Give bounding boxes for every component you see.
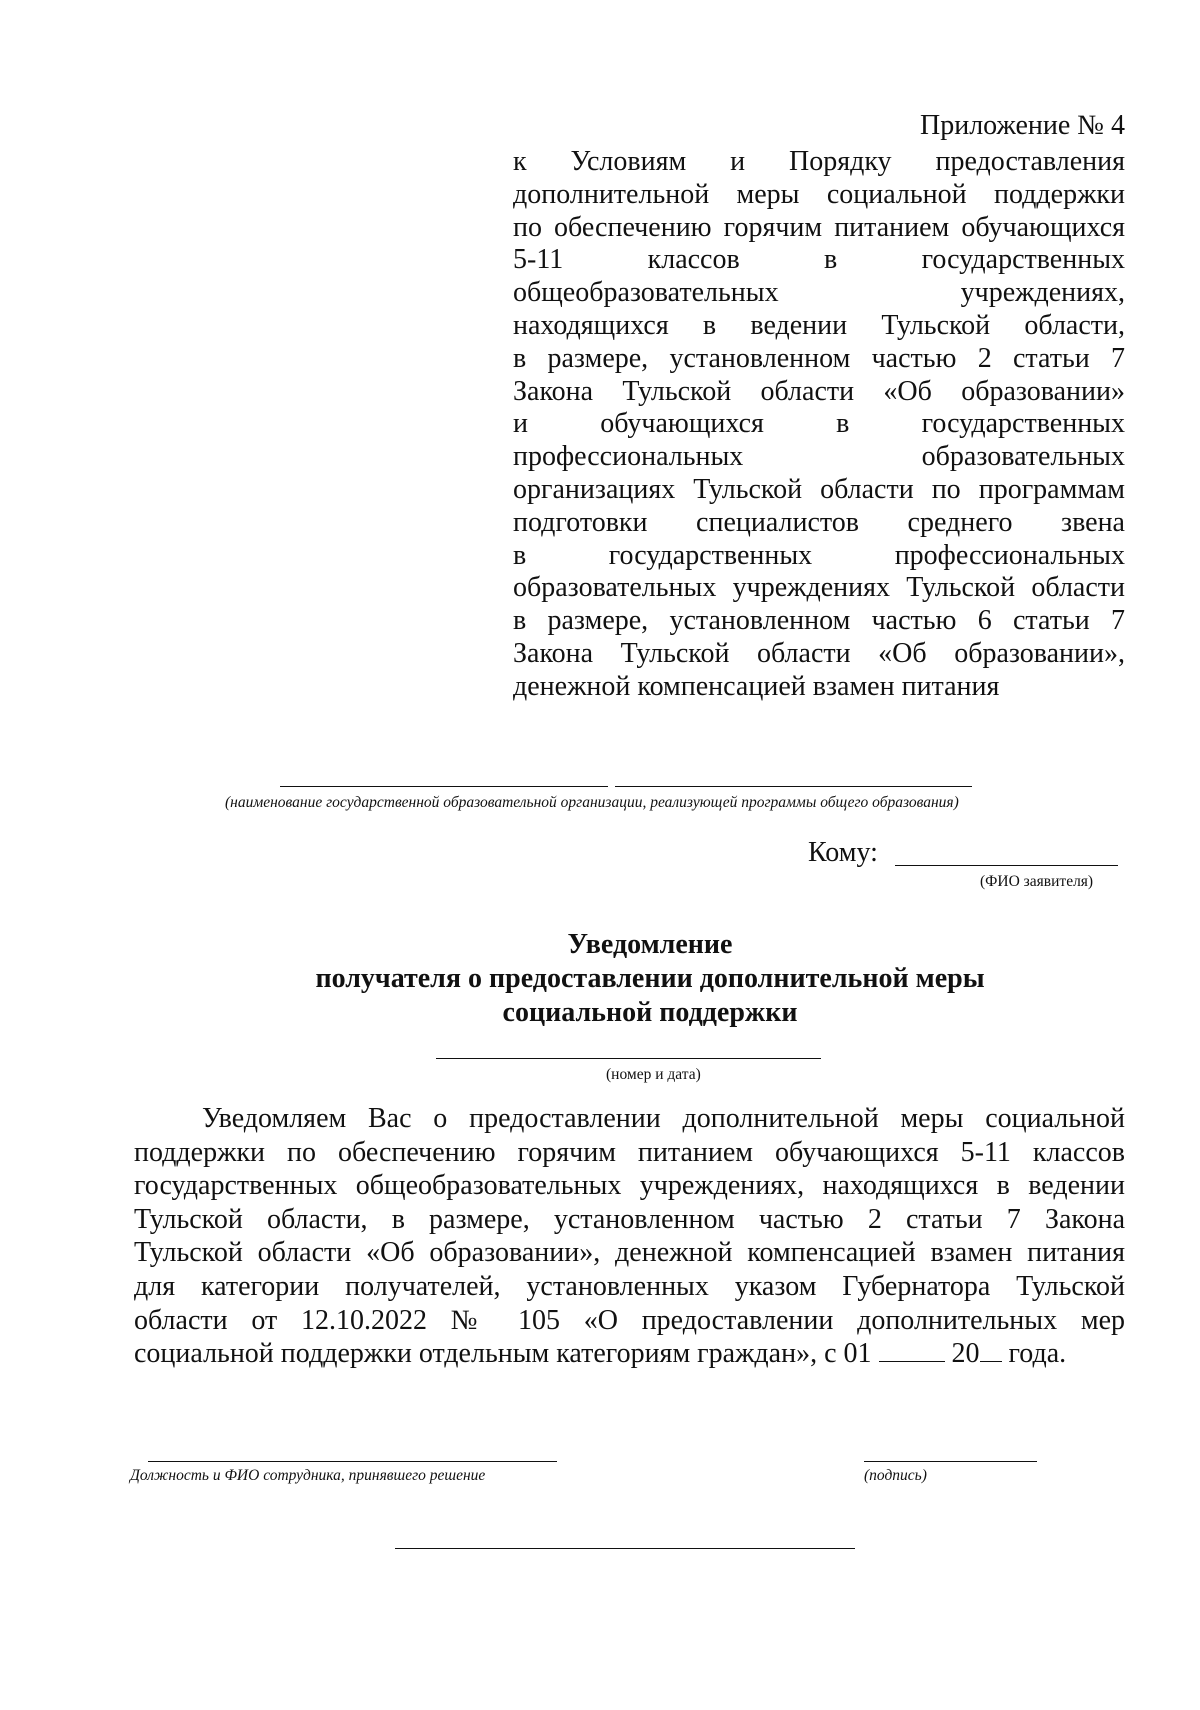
- body-line: государственных общеобразовательных учреждениях, находящихся в ведении: [134, 1170, 1125, 1202]
- body-line-last: [134, 1337, 1125, 1371]
- appendix-line: общеобразовательных учреждениях,: [513, 277, 1125, 309]
- body-line: Тульской области «Об образовании», денежной компенсацией взамен питания: [134, 1237, 1125, 1269]
- appendix-line: находящихся в ведении Тульской области,: [513, 309, 1125, 341]
- appendix-line: образовательных учреждениях Тульской области: [513, 572, 1125, 604]
- appendix-line: и обучающихся в государственных: [513, 408, 1125, 440]
- body-line: Тульской области, в размере, установленном частью 2 статьи 7 Закона: [134, 1203, 1125, 1235]
- notice-title: [150, 928, 1150, 1030]
- appendix-line: в размере, установленном частью 6 статьи 7: [513, 605, 1125, 637]
- number-date-line: [436, 1058, 821, 1059]
- body-line: области от 12.10.2022 № 105 «О предоставлении дополнительных мер: [134, 1304, 1125, 1336]
- appendix-line: Закона Тульской области «Об образовании»,: [513, 637, 1125, 669]
- body-last-prefix: социальной поддержки отдельным категориям граждан», с 01: [134, 1338, 872, 1370]
- recipient-label: Кому:: [808, 837, 878, 868]
- appendix-line: по обеспечению горячим питанием обучающихся: [513, 211, 1125, 243]
- year-blank: [980, 1339, 1002, 1362]
- body-line: Уведомляем Вас о предоставлении дополнительной меры социальной: [202, 1103, 1125, 1134]
- body-line: для категории получателей, установленных указом Губернатора Тульской: [134, 1270, 1125, 1302]
- appendix-text: [513, 146, 1125, 704]
- number-date-caption: (номер и дата): [606, 1066, 701, 1083]
- year-prefix: 20: [951, 1338, 980, 1370]
- appendix-line: Закона Тульской области «Об образовании»: [513, 375, 1125, 407]
- signature-line: [864, 1461, 1037, 1462]
- signature-caption: (подпись): [864, 1467, 927, 1484]
- organization-name-line-1: [280, 786, 608, 787]
- appendix-line: подготовки специалистов среднего звена: [513, 506, 1125, 538]
- organization-name-line-2: [615, 786, 972, 787]
- appendix-line: организациях Тульской области по программам: [513, 473, 1125, 505]
- appendix-line: в государственных профессиональных: [513, 539, 1125, 571]
- position-name-line: [148, 1461, 557, 1462]
- notice-title-line: получателя о предоставлении дополнительной меры: [315, 963, 985, 994]
- appendix-line: денежной компенсацией взамен питания: [513, 670, 1000, 702]
- recipient-caption: (ФИО заявителя): [980, 873, 1094, 890]
- month-blank: [879, 1339, 945, 1362]
- notice-title-line: Уведомление: [567, 929, 733, 960]
- notice-title-line: социальной поддержки: [502, 997, 798, 1028]
- body-line: поддержки по обеспечению горячим питанием обучающихся 5-11 классов: [134, 1136, 1125, 1168]
- appendix-line: к Условиям и Порядку предоставления: [513, 146, 1125, 177]
- appendix-title: Приложение № 4: [920, 110, 1125, 141]
- recipient-name-line: [895, 865, 1118, 866]
- position-caption: Должность и ФИО сотрудника, принявшего решение: [130, 1467, 486, 1484]
- appendix-line: 5-11 классов в государственных: [513, 244, 1125, 276]
- notice-body: [134, 1102, 1125, 1371]
- appendix-line: в размере, установленном частью 2 статьи 7: [513, 342, 1125, 374]
- body-last-suffix: года.: [1008, 1338, 1067, 1370]
- organization-caption: (наименование государственной образовательной организации, реализующей программы общего образования): [225, 794, 959, 811]
- appendix-line: дополнительной меры социальной поддержки: [513, 178, 1125, 210]
- bottom-separator-line: [395, 1548, 855, 1549]
- appendix-line: профессиональных образовательных: [513, 441, 1125, 473]
